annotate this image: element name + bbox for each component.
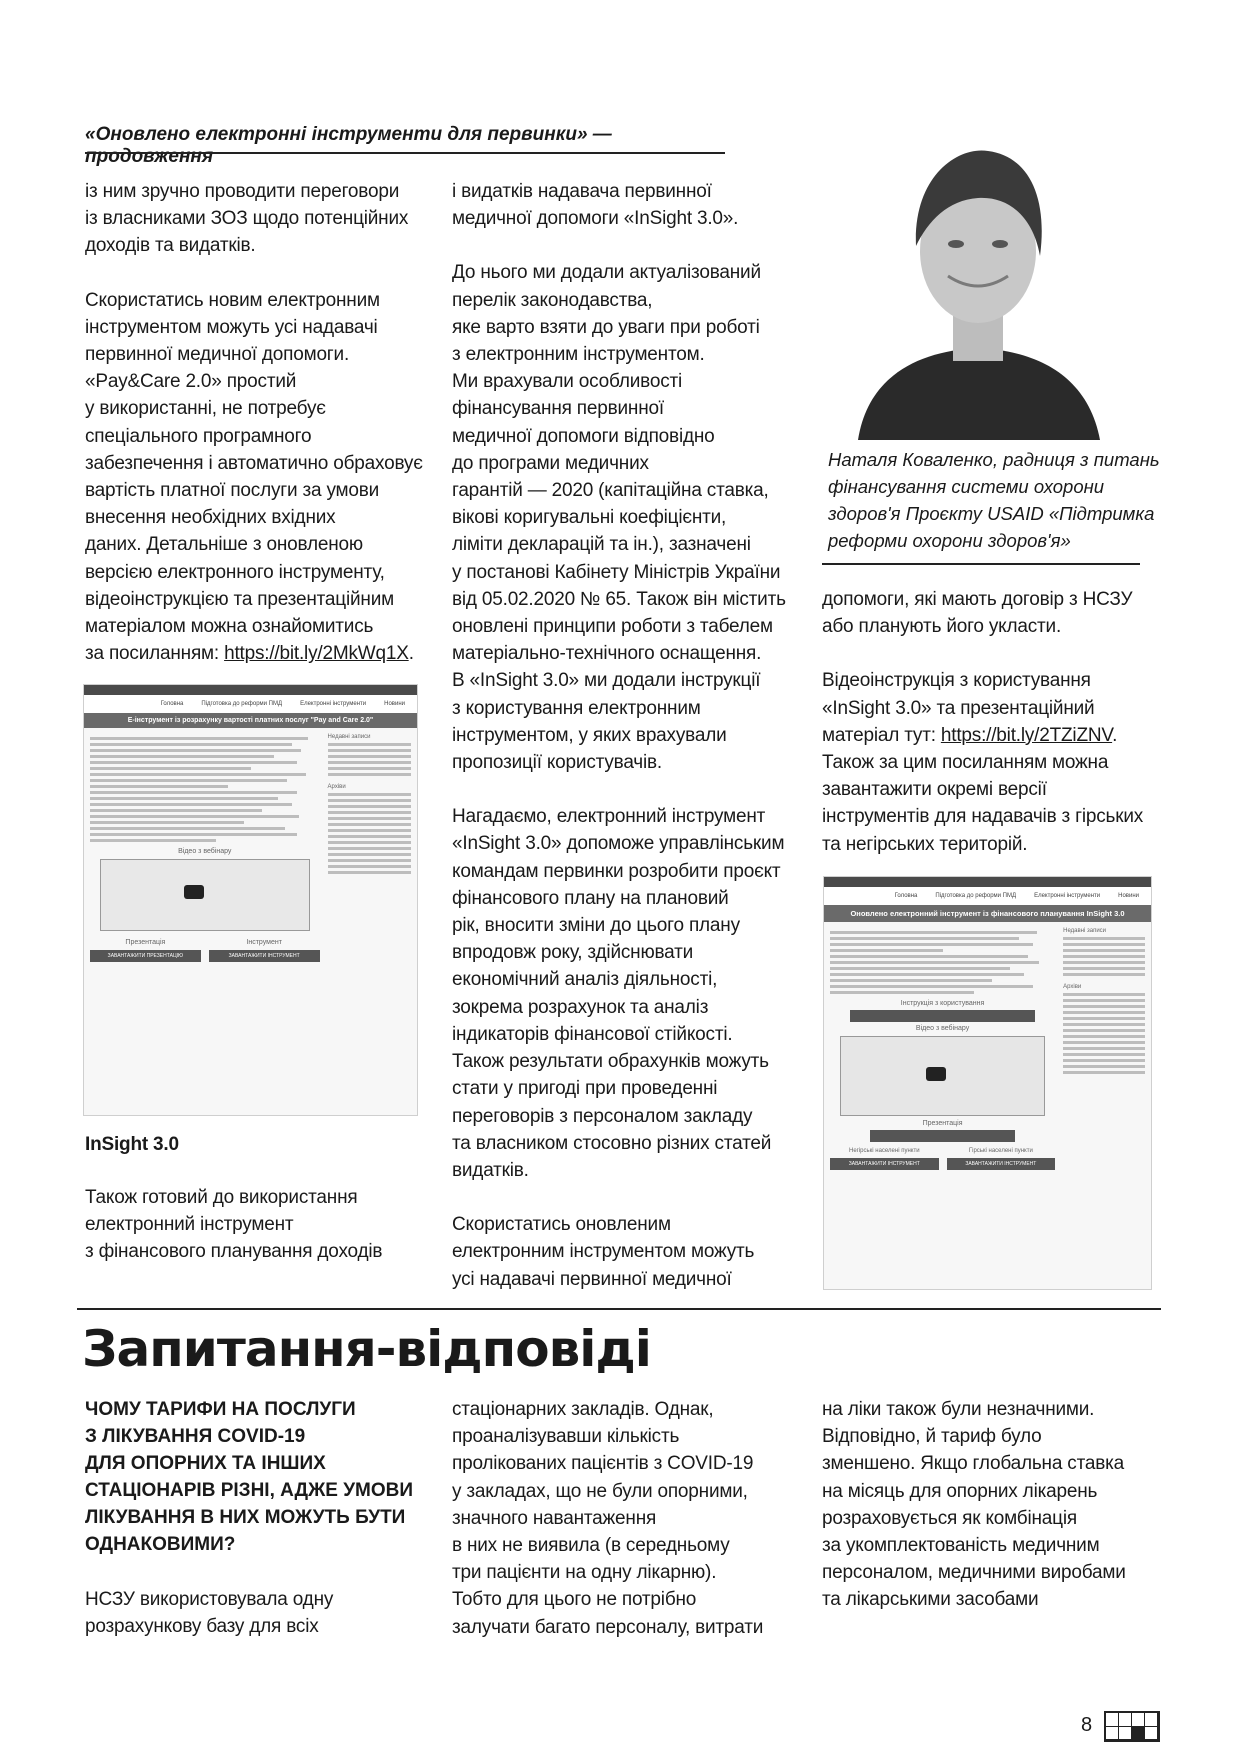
col3-paragraph-2: Відеоінструкція з користування «InSight 3.0» та презентаційний матеріал тут: https://bit.ly/2TZiZNV. Також за цим посиланням можна завантажити окремі версії інструментів для надавачів з гірських та негірських територій.: [822, 670, 1144, 855]
screenshot-menu: Головна Підготовка до реформи ПМД Електронні інструменти Новини: [84, 695, 417, 713]
paycare-link[interactable]: https://bit.ly/2MkWq1X: [224, 643, 409, 665]
grid-logo-icon: [1104, 1711, 1160, 1742]
screenshot2-archive-title: Архіви: [1063, 984, 1082, 990]
header-divider: [85, 152, 725, 154]
col1-paragraph-2: Скористатись новим електронним інструментом можуть усі надавачі первинної медичної допомоги. «Pay&Care 2.0» простий у використанні, не потребує спеціального програмного забезпечення і автоматично обраховує вартість платної послуги за умови внесення необхідних вхідних даних. Детальніше з оновленою версією електронного інструменту, відеоінструкцією та презентаційним матеріалом можна ознайомитись за посиланням: https://bit.ly/2MkWq1X.: [85, 289, 423, 665]
screenshot2-left-title: Негірські населені пункти: [848, 1148, 920, 1154]
screenshot-download-pres: ЗАВАНТАЖИТИ ПРЕЗЕНТАЦІЮ: [90, 950, 201, 962]
qa-answer-part-1: НСЗУ використовувала одну розрахункову базу для всіх: [85, 1589, 334, 1638]
screenshot2-menu: Головна Підготовка до реформи ПМД Електронні інструменти Новини: [824, 887, 1151, 905]
insight-link[interactable]: https://bit.ly/2TZiZNV: [940, 724, 1113, 746]
qa-answer-part-2: стаціонарних закладів. Однак, проаналізувавши кількість пролікованих пацієнтів з COVID-19 у закладах, що не були опорними, значного навантаження в них не виявила (в середньому три пацієнти на одну лікарню). Тобто для цього не потрібно залучати багато персоналу, витрати: [452, 1399, 764, 1638]
screenshot2-instr-title: Інструкція з користування: [900, 1000, 985, 1007]
column-2: [452, 178, 797, 1320]
figure-caption-insight: InSight 3.0: [85, 1134, 179, 1155]
screenshot2-video-title: Відео з вебінару: [915, 1025, 970, 1032]
screenshot2-download-right: ЗАВАНТАЖИТИ ІНСТРУМЕНТ: [947, 1158, 1056, 1170]
screenshot-video-title: Відео з вебінару: [178, 848, 232, 855]
column-1-top: [85, 178, 425, 694]
col2-paragraph-4: Скористатись оновленим електронним інструментом можуть усі надавачі первинної медичної: [452, 1214, 755, 1290]
qa-question: ЧОМУ ТАРИФИ НА ПОСЛУГИ З ЛІКУВАННЯ COVID-19 ДЛЯ ОПОРНИХ ТА ІНШИХ СТАЦІОНАРІВ РІЗНІ, АДЖЕ УМОВИ ЛІКУВАННЯ В НИХ МОЖУТЬ БУТИ ОДНАКОВИМИ?: [85, 1399, 414, 1555]
screenshot2-right-title: Гірські населені пункти: [968, 1148, 1033, 1154]
col2-paragraph-1: і видатків надавача первинної медичної допомоги «InSight 3.0».: [452, 181, 739, 230]
screenshot2-download-left: ЗАВАНТАЖИТИ ІНСТРУМЕНТ: [830, 1158, 939, 1170]
page-number: 8: [1081, 1714, 1093, 1736]
play-icon: [926, 1067, 946, 1081]
screenshot-banner: Е-інструмент із розрахунку вартості платних послуг "Pay and Care 2.0": [84, 713, 417, 728]
screenshot-archive-title: Архіви: [327, 784, 346, 790]
col2-paragraph-3: Нагадаємо, електронний інструмент «InSight 3.0» допоможе управлінським командам первинки розробити проєкт фінансового плану на плановий рік, вносити зміни до цього плану впродовж року, здійснювати економічний аналіз діяльності, зокрема розрахунок та аналіз індикаторів фінансової стійкості. Також результати обрахунків можуть стати у пригоді при проведенні переговорів з персоналом закладу та власником стосовно різних статей видатків.: [452, 806, 785, 1181]
play-icon: [184, 885, 204, 899]
photo-caption: Наталя Коваленко, радниця з питань фінансування системи охорони здоров'я Проєкту USAID «Підтримка реформи охорони здоров'я»: [828, 449, 1160, 551]
screenshot-topbar: [84, 685, 417, 695]
col1-paragraph-1: із ним зручно проводити переговори із власниками ЗОЗ щодо потенційних доходів та видатків.: [85, 181, 409, 257]
screenshot2-topbar: [824, 877, 1151, 887]
col2-paragraph-2: До нього ми додали актуалізований перелік законодавства, яке варто взяти до уваги при роботі з електронним інструментом. Ми врахували особливості фінансування первинної медичної допомоги відповідно до програми медичних гарантій — 2020 (капітаційна ставка, вікові коригувальні коефіцієнти, ліміти декларацій та ін.), зазначені у постанові Кабінету Міністрів України від 05.02.2020 № 65. Також він містить оновлені принципи роботи з табелем матеріально-технічного оснащення. В «InSight 3.0» ми додали інструкції з користування електронним інструментом, у яких врахували пропозиції користувачів.: [452, 262, 786, 774]
section-divider: [77, 1308, 1161, 1310]
screenshot-pres-title: Презентація: [125, 939, 166, 946]
col1-paragraph-3: Також готовий до використання електронний інструмент з фінансового планування доходів: [85, 1187, 383, 1263]
screenshot2-pres-title: Презентація: [922, 1120, 963, 1127]
col3-paragraph-1: допомоги, які мають договір з НСЗУ або планують його укласти.: [822, 589, 1133, 638]
screenshot2-side-title: Недавні записи: [1063, 928, 1107, 934]
caption-divider: [822, 563, 1140, 565]
screenshot-side-title: Недавні записи: [327, 734, 371, 740]
portrait-illustration: [828, 126, 1128, 440]
screenshot-video: [100, 859, 310, 931]
continuation-heading: «Оновлено електронні інструменти для первинки» — продовження: [85, 124, 612, 167]
screenshot2-video: [840, 1036, 1045, 1116]
screenshot-download-tool: ЗАВАНТАЖИТИ ІНСТРУМЕНТ: [209, 950, 320, 962]
portrait-photo: [828, 126, 1128, 440]
column-3: [822, 586, 1152, 885]
section-title: Запитання-відповіді: [82, 1320, 651, 1378]
screenshot2-banner: Оновлено електронний інструмент із фінансового планування InSight 3.0: [824, 905, 1151, 922]
insight-screenshot: [823, 876, 1152, 1290]
screenshot-tool-title: Інструмент: [246, 939, 282, 946]
paycare-screenshot: [83, 684, 418, 1116]
qa-answer-part-3: на ліки також були незначними. Відповідно, й тариф було зменшено. Якщо глобальна ставка на місяць для опорних лікарень розраховується як комбінація за укомплектованість медичним персоналом, медичними виробами та лікарськими засобами: [822, 1399, 1126, 1611]
